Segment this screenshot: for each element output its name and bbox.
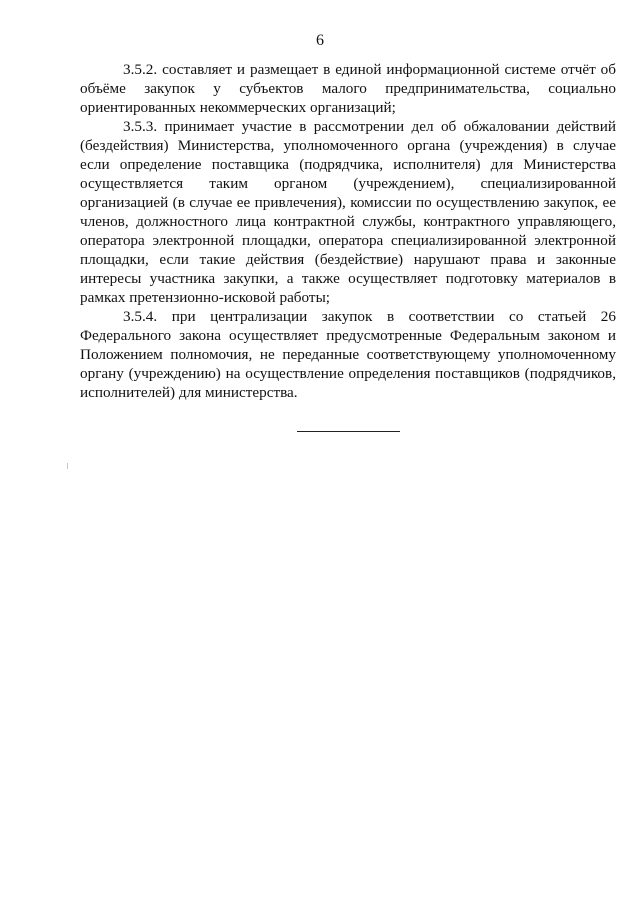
document-body (80, 60, 616, 402)
page-number: 6 (316, 32, 324, 49)
clause-3-5-4: 3.5.4. при централизации закупок в соответствии со статьей 26 Федерального закона осуществляет предусмотренные Федеральным законом и Положением полномочия, не переданные соответствующему уполномоченному органу (учреждению) на осуществление определения поставщиков (подрядчиков, исполнителей) для министерства. (80, 308, 616, 401)
end-of-text-rule (297, 431, 400, 432)
clause-3-5-2: 3.5.2. составляет и размещает в единой информационной системе отчёт об объёме закупок у субъектов малого предпринимательства, социально ориентированных некоммерческих организаций; (80, 61, 616, 116)
clause-3-5-3: 3.5.3. принимает участие в рассмотрении дел об обжаловании действий (бездействия) Министерства, уполномоченного органа (учреждения) в случае если определение поставщика (подрядчика, исполнителя) для Министерства осуществляется таким органом (учреждением), специализированной организацией (в случае ее привлечения), комиссии по осуществлению закупок, ее членов, должностного лица контрактной службы, контрактного управляющего, оператора электронной площадки, оператора специализированной электронной площадки, если такие действия (бездействие) нарушают права и законные интересы участника закупки, а также осуществляет подготовку материалов в рамках претензионно-исковой работы; (80, 118, 616, 306)
scan-artifact (67, 463, 68, 469)
